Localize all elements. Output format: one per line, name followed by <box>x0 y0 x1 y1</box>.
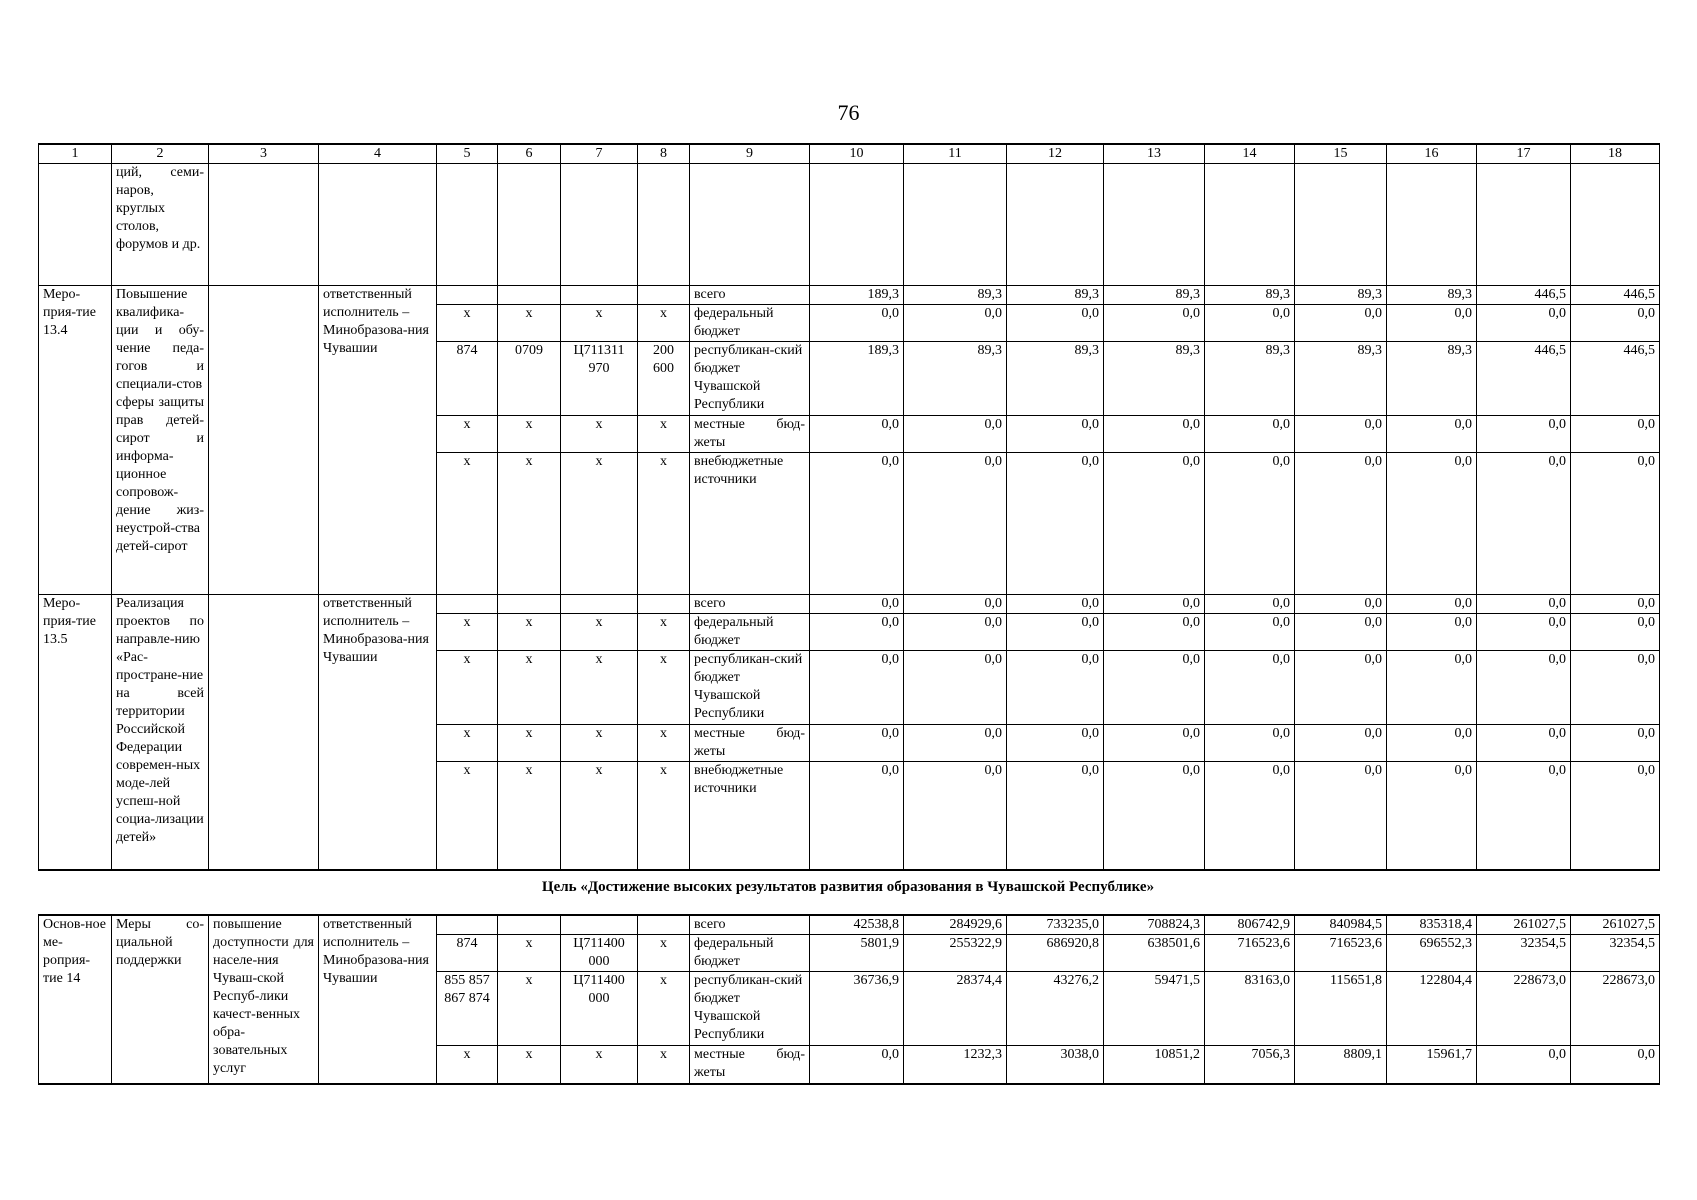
empty-cell <box>561 164 638 286</box>
funding-value: 0,0 <box>1205 305 1295 342</box>
funding-value: 8809,1 <box>1295 1046 1387 1084</box>
budget-table-continuation <box>38 143 1660 871</box>
target-article-code <box>561 286 638 305</box>
grbs-code: x <box>437 651 498 725</box>
funding-value: 0,0 <box>1571 725 1660 762</box>
funding-source: федеральный бюджет <box>690 614 810 651</box>
funding-value: 0,0 <box>904 453 1007 595</box>
measure-goal <box>209 595 319 870</box>
funding-value: 446,5 <box>1571 286 1660 305</box>
funding-value: 0,0 <box>810 1046 904 1084</box>
funding-value: 696552,3 <box>1387 935 1477 972</box>
funding-value: 0,0 <box>904 651 1007 725</box>
grbs-code: x <box>437 1046 498 1084</box>
budget-table-goal <box>38 914 1660 1085</box>
measure-title: Меры со-циальной поддержки <box>112 915 209 1084</box>
funding-value: 0,0 <box>904 725 1007 762</box>
funding-value: 0,0 <box>1387 595 1477 614</box>
section-code: x <box>498 453 561 595</box>
funding-source: федеральный бюджет <box>690 935 810 972</box>
funding-value: 716523,6 <box>1205 935 1295 972</box>
funding-value: 261027,5 <box>1477 915 1571 935</box>
empty-cell <box>690 164 810 286</box>
section-code: x <box>498 305 561 342</box>
target-article-code: x <box>561 1046 638 1084</box>
funding-value: 228673,0 <box>1477 972 1571 1046</box>
funding-source: всего <box>690 915 810 935</box>
target-article-code: x <box>561 651 638 725</box>
funding-value: 0,0 <box>904 305 1007 342</box>
expense-type-code: x <box>638 935 690 972</box>
funding-value: 89,3 <box>1205 286 1295 305</box>
funding-value: 0,0 <box>1205 651 1295 725</box>
funding-value: 0,0 <box>904 595 1007 614</box>
funding-value: 0,0 <box>1295 614 1387 651</box>
empty-cell <box>1205 164 1295 286</box>
funding-value: 261027,5 <box>1571 915 1660 935</box>
funding-value: 115651,8 <box>1295 972 1387 1046</box>
empty-cell <box>39 164 112 286</box>
funding-value: 0,0 <box>1477 614 1571 651</box>
target-article-code <box>561 595 638 614</box>
funding-value: 15961,7 <box>1387 1046 1477 1084</box>
expense-type-code: x <box>638 972 690 1046</box>
funding-value: 284929,6 <box>904 915 1007 935</box>
funding-value: 0,0 <box>1571 453 1660 595</box>
funding-value: 0,0 <box>1205 725 1295 762</box>
grbs-code: x <box>437 305 498 342</box>
funding-value: 42538,8 <box>810 915 904 935</box>
column-number-cell: 11 <box>904 144 1007 164</box>
section-code <box>498 915 561 935</box>
column-number-cell: 12 <box>1007 144 1104 164</box>
column-number-cell: 5 <box>437 144 498 164</box>
funding-value: 0,0 <box>1295 762 1387 870</box>
funding-value: 189,3 <box>810 342 904 416</box>
expense-type-code: x <box>638 762 690 870</box>
page-number: 76 <box>837 100 860 125</box>
funding-value: 0,0 <box>1007 305 1104 342</box>
funding-value: 0,0 <box>1387 305 1477 342</box>
continuation-title: ций, семи-наров, круглых столов, форумов и др. <box>112 164 209 286</box>
target-article-code: x <box>561 614 638 651</box>
funding-value: 0,0 <box>1205 453 1295 595</box>
section-code: x <box>498 416 561 453</box>
funding-source: местные бюд-жеты <box>690 725 810 762</box>
funding-value: 446,5 <box>1477 286 1571 305</box>
funding-value: 0,0 <box>810 595 904 614</box>
measure-goal: повышение доступности для населе-ния Чуваш-ской Респуб-лики качест-венных обра-зовательных услуг <box>209 915 319 1084</box>
measure-label: Основ-ное ме-роприя-тие 14 <box>39 915 112 1084</box>
funding-value: 36736,9 <box>810 972 904 1046</box>
funding-value: 28374,4 <box>904 972 1007 1046</box>
funding-value: 0,0 <box>1571 614 1660 651</box>
funding-value: 228673,0 <box>1571 972 1660 1046</box>
column-number-cell: 3 <box>209 144 319 164</box>
funding-value: 0,0 <box>1104 305 1205 342</box>
funding-value: 0,0 <box>1295 305 1387 342</box>
funding-value: 3038,0 <box>1007 1046 1104 1084</box>
funding-value: 89,3 <box>904 342 1007 416</box>
funding-source: федеральный бюджет <box>690 305 810 342</box>
funding-value: 0,0 <box>1295 595 1387 614</box>
funding-value: 0,0 <box>904 614 1007 651</box>
table-row <box>39 915 1660 935</box>
funding-value: 0,0 <box>1571 305 1660 342</box>
column-number-cell: 9 <box>690 144 810 164</box>
funding-value: 0,0 <box>1104 614 1205 651</box>
empty-cell <box>1477 164 1571 286</box>
grbs-code <box>437 915 498 935</box>
funding-value: 733235,0 <box>1007 915 1104 935</box>
funding-value: 32354,5 <box>1477 935 1571 972</box>
empty-cell <box>1295 164 1387 286</box>
funding-value: 0,0 <box>904 416 1007 453</box>
expense-type-code: x <box>638 614 690 651</box>
funding-value: 32354,5 <box>1571 935 1660 972</box>
target-article-code: x <box>561 725 638 762</box>
responsible-executor: ответственный исполнитель – Минобразова-ния Чувашии <box>319 286 437 595</box>
section-code: x <box>498 1046 561 1084</box>
expense-type-code: x <box>638 725 690 762</box>
funding-value: 0,0 <box>1007 614 1104 651</box>
funding-value: 89,3 <box>1007 342 1104 416</box>
funding-value: 0,0 <box>1007 453 1104 595</box>
empty-cell <box>1104 164 1205 286</box>
funding-value: 0,0 <box>1387 416 1477 453</box>
funding-value: 1232,3 <box>904 1046 1007 1084</box>
funding-value: 0,0 <box>1295 651 1387 725</box>
section-code: x <box>498 762 561 870</box>
funding-value: 5801,9 <box>810 935 904 972</box>
funding-value: 0,0 <box>810 614 904 651</box>
grbs-code: x <box>437 762 498 870</box>
empty-cell <box>319 164 437 286</box>
grbs-code: 874 <box>437 342 498 416</box>
expense-type-code: x <box>638 651 690 725</box>
column-number-cell: 10 <box>810 144 904 164</box>
expense-type-code: 200 600 <box>638 342 690 416</box>
funding-source: местные бюд-жеты <box>690 1046 810 1084</box>
column-number-cell: 4 <box>319 144 437 164</box>
expense-type-code <box>638 915 690 935</box>
funding-value: 0,0 <box>1295 453 1387 595</box>
funding-value: 0,0 <box>1205 416 1295 453</box>
funding-value: 0,0 <box>1007 595 1104 614</box>
expense-type-code <box>638 595 690 614</box>
expense-type-code <box>638 286 690 305</box>
funding-source: внебюджетные источники <box>690 453 810 595</box>
funding-value: 0,0 <box>1104 725 1205 762</box>
funding-value: 0,0 <box>1205 762 1295 870</box>
section-code: 0709 <box>498 342 561 416</box>
funding-value: 89,3 <box>1387 286 1477 305</box>
funding-value: 0,0 <box>1007 762 1104 870</box>
funding-value: 0,0 <box>1007 416 1104 453</box>
funding-value: 0,0 <box>1104 651 1205 725</box>
measure-title: Повышение квалифика-ции и обу-чение педа-гогов и специали-стов сферы защиты прав детей-сирот и информа-ционное сопровож-дение жиз-неустрой-ства детей-сирот <box>112 286 209 595</box>
funding-value: 0,0 <box>1571 762 1660 870</box>
empty-cell <box>1387 164 1477 286</box>
funding-value: 89,3 <box>1295 342 1387 416</box>
funding-value: 446,5 <box>1477 342 1571 416</box>
funding-source: республикан-ский бюджет Чувашской Республики <box>690 342 810 416</box>
target-article-code: Ц711400 000 <box>561 972 638 1046</box>
grbs-code <box>437 595 498 614</box>
funding-value: 255322,9 <box>904 935 1007 972</box>
funding-value: 0,0 <box>1387 614 1477 651</box>
funding-value: 0,0 <box>810 305 904 342</box>
section-code: x <box>498 935 561 972</box>
column-number-cell: 8 <box>638 144 690 164</box>
empty-cell <box>498 164 561 286</box>
grbs-code: 874 <box>437 935 498 972</box>
funding-value: 708824,3 <box>1104 915 1205 935</box>
empty-cell <box>1571 164 1660 286</box>
funding-value: 0,0 <box>1387 725 1477 762</box>
column-number-cell: 17 <box>1477 144 1571 164</box>
funding-value: 0,0 <box>1104 762 1205 870</box>
grbs-code: x <box>437 725 498 762</box>
funding-value: 0,0 <box>810 453 904 595</box>
funding-value: 189,3 <box>810 286 904 305</box>
empty-cell <box>1007 164 1104 286</box>
funding-value: 83163,0 <box>1205 972 1295 1046</box>
responsible-executor: ответственный исполнитель – Минобразова-ния Чувашии <box>319 595 437 870</box>
grbs-code: x <box>437 416 498 453</box>
funding-value: 0,0 <box>1477 453 1571 595</box>
funding-value: 10851,2 <box>1104 1046 1205 1084</box>
funding-value: 806742,9 <box>1205 915 1295 935</box>
funding-value: 686920,8 <box>1007 935 1104 972</box>
funding-value: 0,0 <box>1387 651 1477 725</box>
target-article-code: Ц711400 000 <box>561 935 638 972</box>
funding-value: 840984,5 <box>1295 915 1387 935</box>
funding-value: 89,3 <box>1205 342 1295 416</box>
column-number-row <box>39 144 1660 164</box>
funding-value: 0,0 <box>810 651 904 725</box>
funding-value: 0,0 <box>810 416 904 453</box>
measure-title: Реализация проектов по направле-нию «Рас-простране-ние на всей территории Российской Федерации современ-ных моде-лей успеш-ной социа-лизации детей» <box>112 595 209 870</box>
column-number-cell: 1 <box>39 144 112 164</box>
target-article-code: x <box>561 416 638 453</box>
funding-value: 0,0 <box>1477 762 1571 870</box>
column-number-cell: 18 <box>1571 144 1660 164</box>
funding-value: 446,5 <box>1571 342 1660 416</box>
table-row <box>39 286 1660 305</box>
measure-label: Меро-прия-тие 13.4 <box>39 286 112 595</box>
measure-goal <box>209 286 319 595</box>
funding-source: республикан-ский бюджет Чувашской Республики <box>690 972 810 1046</box>
target-article-code: x <box>561 305 638 342</box>
empty-cell <box>209 164 319 286</box>
section-code <box>498 595 561 614</box>
funding-value: 89,3 <box>1007 286 1104 305</box>
column-number-cell: 6 <box>498 144 561 164</box>
target-article-code: x <box>561 453 638 595</box>
target-article-code: Ц711311 970 <box>561 342 638 416</box>
continuation-row <box>39 164 1660 286</box>
funding-value: 0,0 <box>1477 305 1571 342</box>
target-article-code <box>561 915 638 935</box>
funding-value: 0,0 <box>1104 416 1205 453</box>
funding-value: 0,0 <box>1104 595 1205 614</box>
goal-heading: Цель «Достижение высоких результатов развития образования в Чувашской Республике» <box>541 879 1155 895</box>
grbs-code: 855 857 867 874 <box>437 972 498 1046</box>
funding-value: 0,0 <box>1477 1046 1571 1084</box>
section-code: x <box>498 972 561 1046</box>
table-row <box>39 595 1660 614</box>
funding-value: 0,0 <box>1104 453 1205 595</box>
empty-cell <box>904 164 1007 286</box>
empty-cell <box>437 164 498 286</box>
funding-value: 89,3 <box>904 286 1007 305</box>
section-code: x <box>498 614 561 651</box>
empty-cell <box>810 164 904 286</box>
expense-type-code: x <box>638 1046 690 1084</box>
empty-cell <box>638 164 690 286</box>
funding-value: 0,0 <box>1295 416 1387 453</box>
funding-value: 59471,5 <box>1104 972 1205 1046</box>
funding-value: 0,0 <box>810 762 904 870</box>
grbs-code <box>437 286 498 305</box>
funding-value: 0,0 <box>1387 762 1477 870</box>
column-number-cell: 2 <box>112 144 209 164</box>
column-number-cell: 14 <box>1205 144 1295 164</box>
funding-value: 89,3 <box>1387 342 1477 416</box>
column-number-cell: 15 <box>1295 144 1387 164</box>
funding-value: 0,0 <box>1387 453 1477 595</box>
responsible-executor: ответственный исполнитель – Минобразова-ния Чувашии <box>319 915 437 1084</box>
section-code: x <box>498 651 561 725</box>
funding-value: 638501,6 <box>1104 935 1205 972</box>
section-code: x <box>498 725 561 762</box>
funding-source: всего <box>690 595 810 614</box>
expense-type-code: x <box>638 453 690 595</box>
column-number-cell: 16 <box>1387 144 1477 164</box>
measure-label: Меро-прия-тие 13.5 <box>39 595 112 870</box>
funding-value: 0,0 <box>1571 651 1660 725</box>
funding-value: 0,0 <box>1571 416 1660 453</box>
section-code <box>498 286 561 305</box>
funding-value: 0,0 <box>1007 651 1104 725</box>
funding-value: 0,0 <box>1295 725 1387 762</box>
funding-value: 0,0 <box>1205 614 1295 651</box>
funding-value: 0,0 <box>810 725 904 762</box>
funding-source: местные бюд-жеты <box>690 416 810 453</box>
funding-value: 89,3 <box>1104 286 1205 305</box>
funding-value: 122804,4 <box>1387 972 1477 1046</box>
funding-source: внебюджетные источники <box>690 762 810 870</box>
funding-value: 0,0 <box>1477 651 1571 725</box>
funding-value: 43276,2 <box>1007 972 1104 1046</box>
funding-value: 0,0 <box>1571 1046 1660 1084</box>
funding-value: 0,0 <box>1477 725 1571 762</box>
funding-value: 835318,4 <box>1387 915 1477 935</box>
column-number-cell: 7 <box>561 144 638 164</box>
funding-value: 7056,3 <box>1205 1046 1295 1084</box>
funding-value: 0,0 <box>1477 595 1571 614</box>
funding-value: 89,3 <box>1104 342 1205 416</box>
funding-source: республикан-ский бюджет Чувашской Республики <box>690 651 810 725</box>
target-article-code: x <box>561 762 638 870</box>
funding-value: 0,0 <box>1205 595 1295 614</box>
funding-value: 0,0 <box>904 762 1007 870</box>
expense-type-code: x <box>638 416 690 453</box>
funding-value: 0,0 <box>1477 416 1571 453</box>
expense-type-code: x <box>638 305 690 342</box>
funding-value: 89,3 <box>1295 286 1387 305</box>
grbs-code: x <box>437 453 498 595</box>
column-number-cell: 13 <box>1104 144 1205 164</box>
funding-value: 716523,6 <box>1295 935 1387 972</box>
funding-source: всего <box>690 286 810 305</box>
grbs-code: x <box>437 614 498 651</box>
funding-value: 0,0 <box>1007 725 1104 762</box>
funding-value: 0,0 <box>1571 595 1660 614</box>
